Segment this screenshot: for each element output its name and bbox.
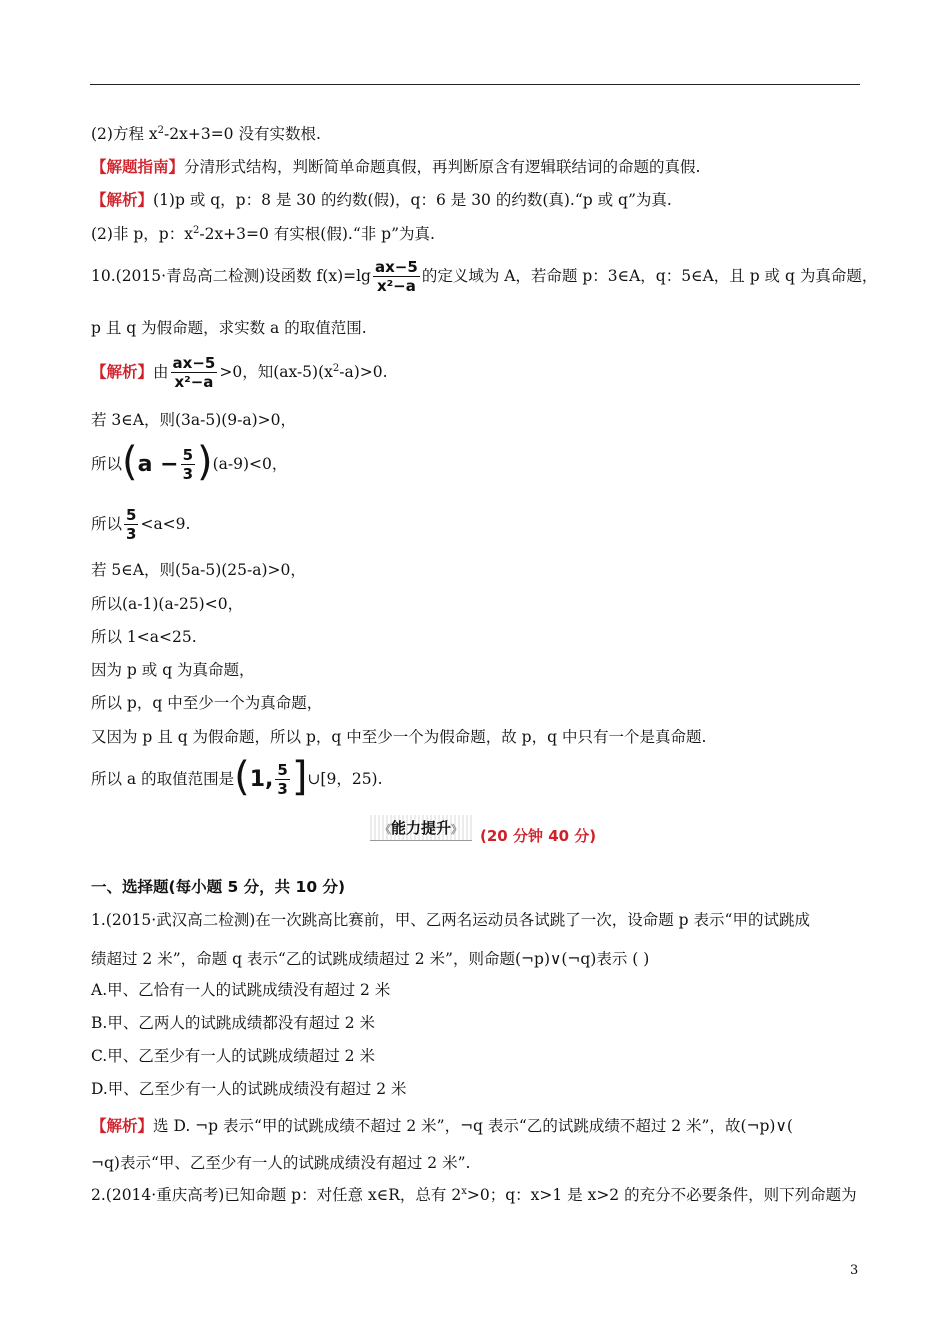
analysis-tag: 【解析】 — [91, 362, 154, 381]
section-title: 能力提升 — [391, 819, 452, 837]
analysis-tag: 【解析】 — [91, 1116, 154, 1135]
line-part2-equation: (2)方程 $x^2-2x+3=0$ 没有实数根. — [91, 125, 321, 143]
solution-guide-tag: 【解题指南】 — [91, 157, 185, 176]
header-rule — [90, 84, 860, 85]
line-at-least-one-true: 所以 p，q 中至少一个为真命题， — [91, 694, 323, 712]
line-solution-guide: 【解题指南】分清形式结构，判断简单命题真假，再判断原含有逻辑联结词的命题的真假. — [91, 157, 701, 176]
line-range-1: 所以 $\frac{5}{3}$ <a<9. — [91, 506, 191, 543]
line-final-range: 所以 a 的取值范围是(1, $\frac{5}{3}$ ]∪[9，25). — [91, 754, 383, 800]
line-if-3-in-A: 若 3∈A，则(3a-5)(9-a)>0， — [91, 411, 297, 429]
page-number: 3 — [850, 1263, 859, 1278]
question-2-line1: 2.(2014·重庆高考)已知命题 p：对任意 x∈R，总有 $2^x>0$；q：x>1 是 x>2 的充分不必要条件，则下列命题为 — [91, 1186, 857, 1204]
line-so-factor: 所以(a − $\frac{5}{3}$ )(a-9)<0， — [91, 439, 288, 485]
line-analysis-q10: 【解析】由 $\frac{ax-5}{\text{x²−a}}$ >0，知$(ax-5)(x^2-a)>0$. — [91, 354, 388, 391]
line-analysis-1: 【解析】(1)p 或 q，p：8 是 30 的约数(假)，q：6 是 30 的约数(真).“p 或 q”为真. — [91, 190, 672, 209]
fraction-lg: $\frac{ax-5}{\text{x²−a}}$ — [375, 258, 418, 295]
analysis-tag: 【解析】 — [91, 190, 154, 209]
line-so-a1-a25: 所以(a-1)(a-25)<0， — [91, 595, 244, 613]
q1-analysis-line1: 【解析】选 D. ¬p 表示“甲的试跳成绩不超过 2 米”，¬q 表示“乙的试跳成绩不超过 2 米”，故(¬p)∨( — [91, 1116, 793, 1135]
fraction-inequality: $\frac{ax-5}{\text{x²−a}}$ — [172, 354, 216, 391]
section-banner: 《能力提升》 (20 分钟 40 分) — [370, 815, 596, 841]
section-timing: (20 分钟 40 分) — [480, 827, 597, 845]
q1-analysis-line2: ¬q)表示“甲、乙至少有一人的试跳成绩没有超过 2 米”. — [91, 1154, 471, 1172]
line-p-and-q-false: 又因为 p 且 q 为假命题，所以 p，q 中至少一个为假命题，故 p，q 中只有一个是真命题. — [91, 728, 707, 746]
question-1-line2: 绩超过 2 米”，命题 q 表示“乙的试跳成绩超过 2 米”，则命题(¬p)∨(¬q)表示 ( ) — [91, 950, 650, 968]
question-10-line2: p 且 q 为假命题，求实数 a 的取值范围. — [91, 319, 367, 337]
option-d: D.甲、乙至少有一人的试跳成绩没有超过 2 米 — [91, 1080, 407, 1098]
question-1-line1: 1.(2015·武汉高二检测)在一次跳高比赛前，甲、乙两名运动员各试跳了一次，设命题 p 表示“甲的试跳成 — [91, 911, 810, 929]
line-analysis-2: (2)非 p，p：$x^2-2x+3=0$ 有实根(假).“非 p”为真. — [91, 225, 435, 243]
option-b: B.甲、乙两人的试跳成绩都没有超过 2 米 — [91, 1014, 376, 1032]
line-if-5-in-A: 若 5∈A，则(5a-5)(25-a)>0， — [91, 561, 306, 579]
line-range-2: 所以 1<a<25. — [91, 628, 197, 646]
question-10-line1: 10.(2015·青岛高二检测)设函数 f(x)=lg $\frac{ax-5}{\text{x²−a}}$ 的定义域为 A，若命题 p：3∈A，q：5∈A，且 p 或 q 为真命题， — [91, 258, 878, 295]
option-a: A.甲、乙恰有一人的试跳成绩没有超过 2 米 — [91, 981, 391, 999]
choice-section-heading: 一、选择题(每小题 5 分，共 10 分) — [91, 878, 346, 896]
option-c: C.甲、乙至少有一人的试跳成绩超过 2 米 — [91, 1047, 375, 1065]
line-p-or-q-true: 因为 p 或 q 为真命题， — [91, 661, 255, 679]
